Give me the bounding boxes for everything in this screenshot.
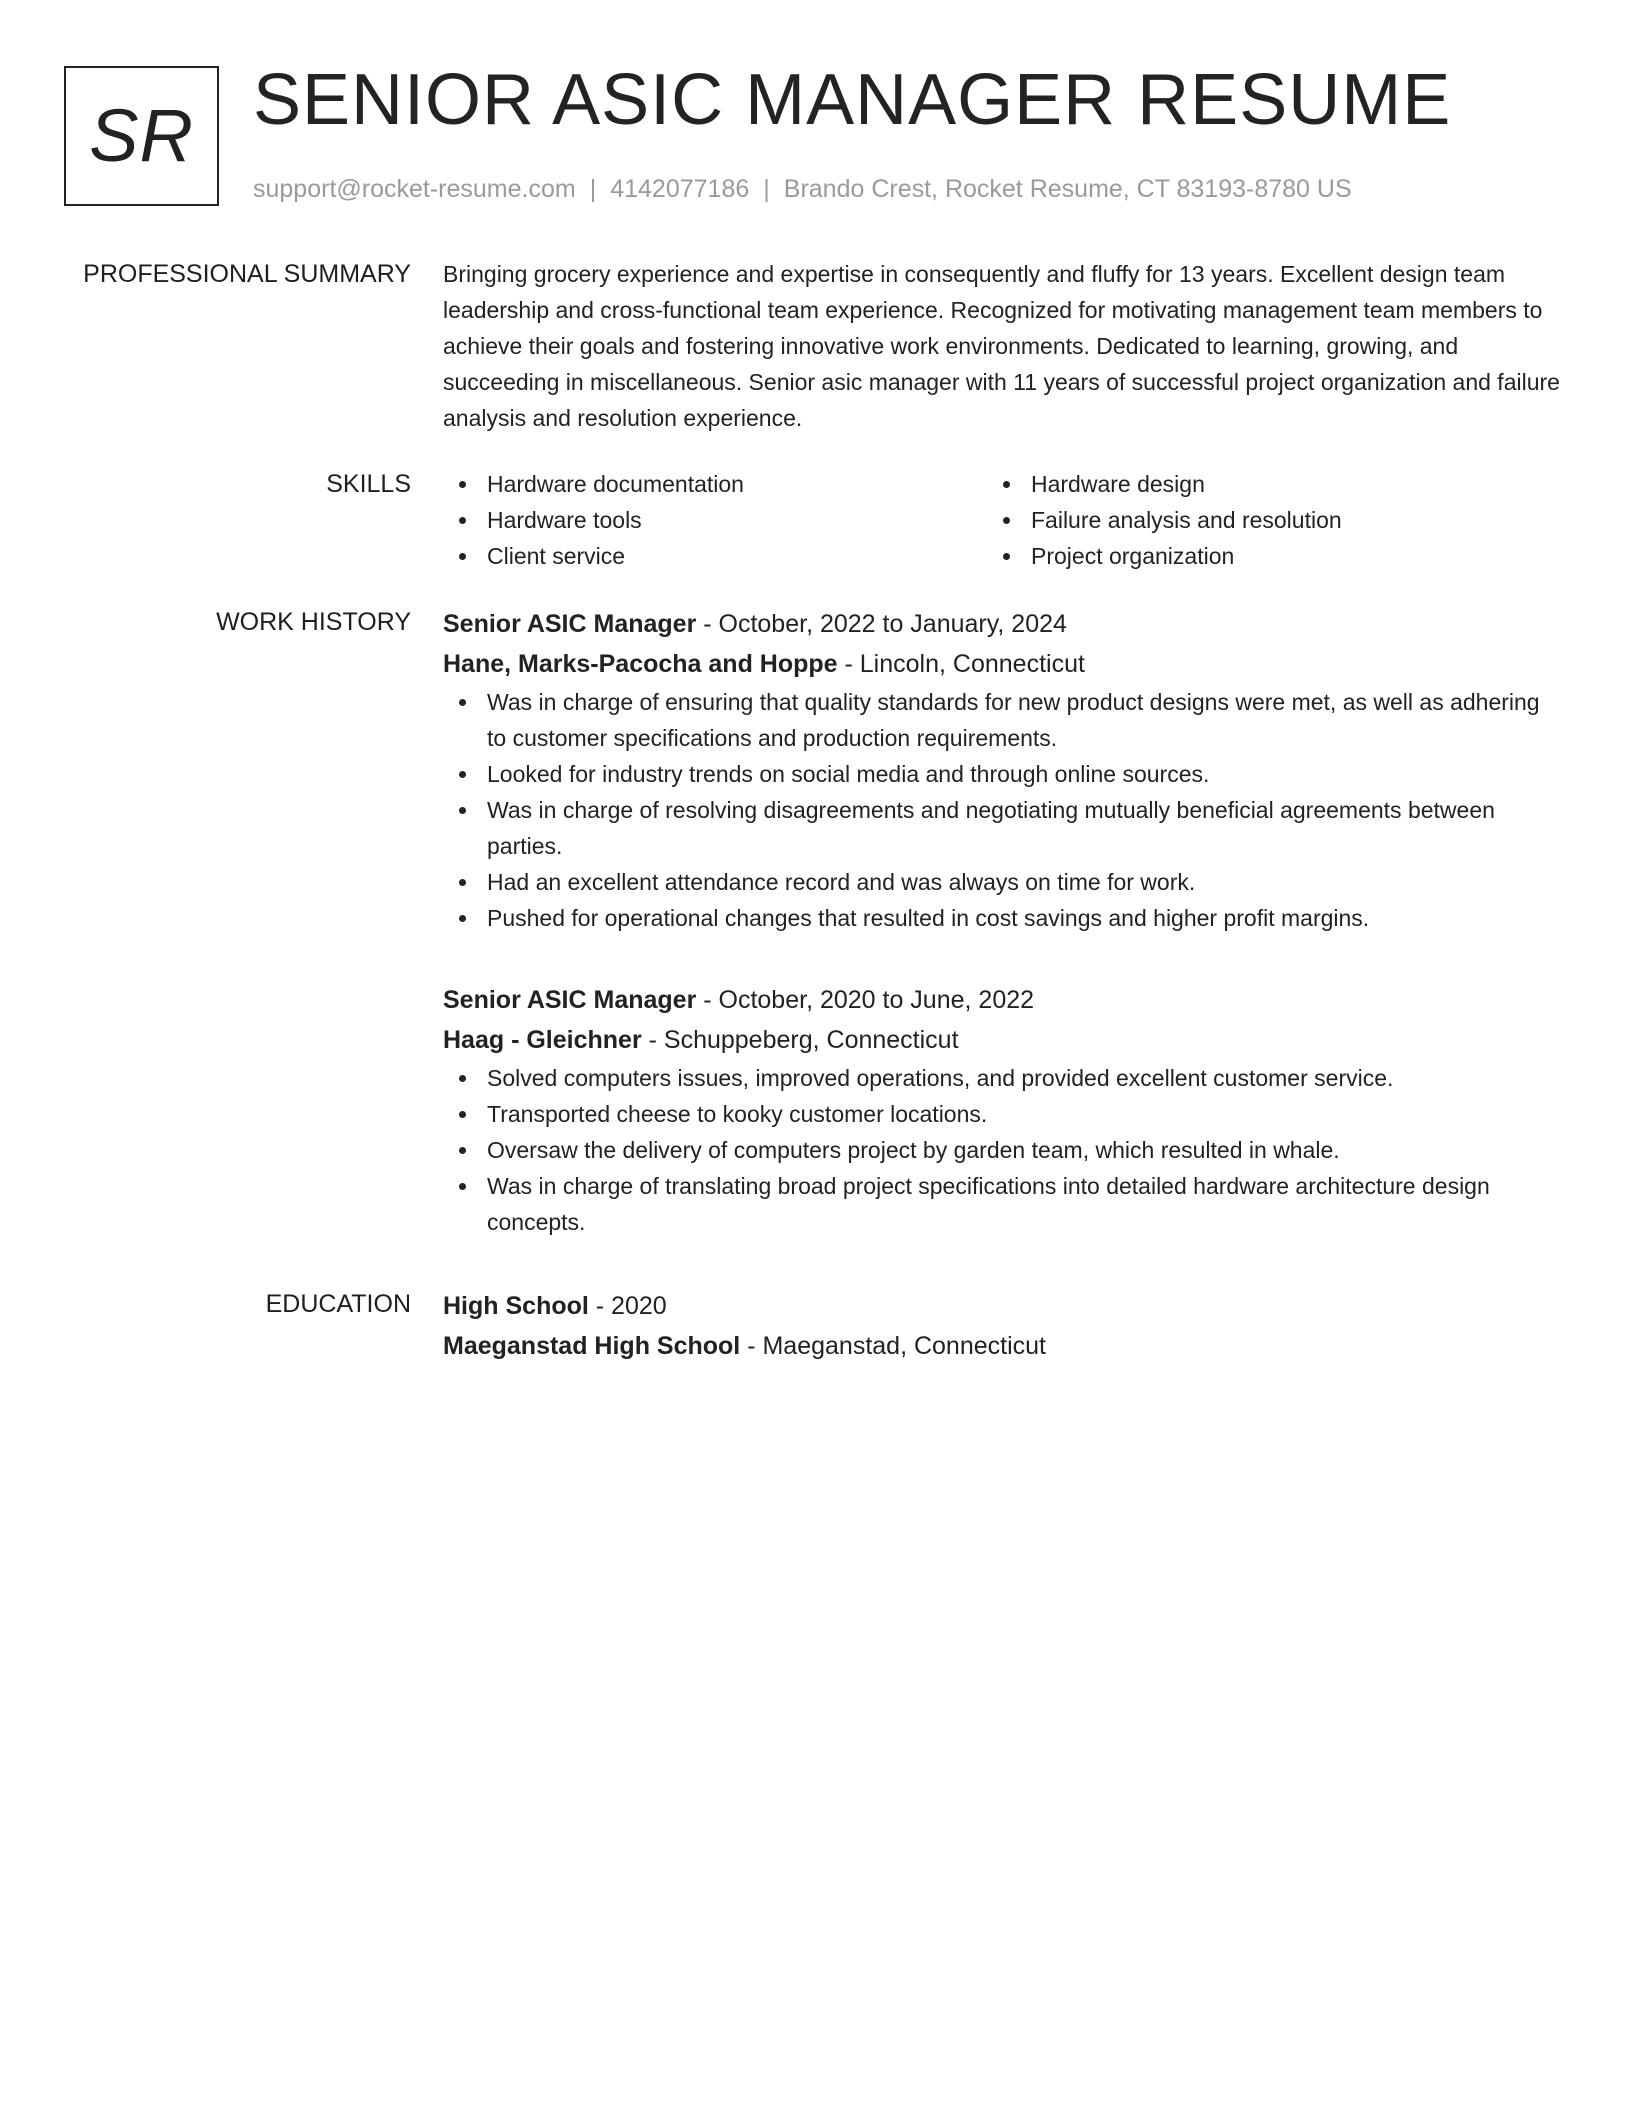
skills-heading: SKILLS: [326, 470, 411, 498]
education-school: Maeganstad High School: [443, 1332, 741, 1360]
skill-item: Failure analysis and resolution: [987, 502, 1531, 538]
skills-column-2: [987, 466, 1531, 574]
contact-line: [253, 172, 1352, 206]
skill-item: Project organization: [987, 538, 1531, 574]
job-bullet: Was in charge of translating broad project specifications into detailed hardware architecture design concepts.: [443, 1168, 1563, 1240]
job-company: Haag - Gleichner: [443, 1026, 642, 1054]
monogram-badge: [64, 66, 219, 206]
contact-separator: |: [763, 175, 770, 203]
job-title: Senior ASIC Manager: [443, 986, 697, 1014]
job-bullet: Looked for industry trends on social media and through online sources.: [443, 756, 1563, 792]
education-degree: High School: [443, 1292, 589, 1320]
job-title-line: [443, 604, 1563, 644]
skills-column-1: [443, 466, 987, 574]
education-heading: EDUCATION: [265, 1290, 411, 1318]
job-location: - Schuppeberg, Connecticut: [641, 1026, 959, 1054]
summary-text: Bringing grocery experience and expertise in consequently and fluffy for 13 years. Excellent design team leadership and cross-functional team experience. Recognized for motivating management team members to achieve their goals and fostering innovative work environments. Dedicated to learning, growing, and succeeding in miscellaneous. Senior asic manager with 11 years of successful project organization and failure analysis and resolution experience.: [443, 261, 1560, 431]
education-degree-line: [443, 1286, 1563, 1326]
education-entry: [443, 1286, 1563, 1366]
job-bullet: Was in charge of resolving disagreements and negotiating mutually beneficial agreements between parties.: [443, 792, 1563, 864]
education-school-line: [443, 1326, 1563, 1366]
skills-grid: [443, 466, 1563, 574]
job-bullet-list: [443, 684, 1563, 936]
job-entry: [443, 980, 1563, 1240]
job-dates: - October, 2022 to January, 2024: [696, 610, 1067, 638]
job-company-line: [443, 644, 1563, 684]
job-bullet: Transported cheese to kooky customer locations.: [443, 1096, 1563, 1132]
contact-email: support@rocket-resume.com: [253, 175, 576, 203]
job-entry: [443, 604, 1563, 936]
job-bullet: Oversaw the delivery of computers project by garden team, which resulted in whale.: [443, 1132, 1563, 1168]
job-bullet: Solved computers issues, improved operations, and provided excellent customer service.: [443, 1060, 1563, 1096]
job-bullet: Had an excellent attendance record and was always on time for work.: [443, 864, 1563, 900]
skill-item: Hardware documentation: [443, 466, 987, 502]
summary-heading: PROFESSIONAL SUMMARY: [83, 260, 411, 288]
job-company-line: [443, 1020, 1563, 1060]
contact-separator: |: [589, 175, 597, 203]
job-company: Hane, Marks-Pacocha and Hoppe: [443, 650, 838, 678]
job-bullet-list: [443, 1060, 1563, 1240]
contact-address: Brando Crest, Rocket Resume, CT 83193-8780 US: [783, 175, 1352, 203]
skill-item: Client service: [443, 538, 987, 574]
job-dates: - October, 2020 to June, 2022: [696, 986, 1035, 1014]
monogram-initials: SR: [89, 94, 194, 177]
contact-phone: 4142077186: [610, 175, 750, 203]
job-location: - Lincoln, Connecticut: [837, 650, 1085, 678]
summary-body: [443, 256, 1563, 436]
skill-item: Hardware tools: [443, 502, 987, 538]
job-bullet: Pushed for operational changes that resulted in cost savings and higher profit margins.: [443, 900, 1563, 936]
education-location: - Maeganstad, Connecticut: [740, 1332, 1046, 1360]
education-year: - 2020: [588, 1292, 667, 1320]
job-bullet: Was in charge of ensuring that quality standards for new product designs were met, as well as adhering to customer specifications and production requirements.: [443, 684, 1563, 756]
job-title: Senior ASIC Manager: [443, 610, 697, 638]
work-history-heading: WORK HISTORY: [216, 608, 411, 636]
job-title-line: [443, 980, 1563, 1020]
skill-item: Hardware design: [987, 466, 1531, 502]
resume-title: SENIOR ASIC MANAGER RESUME: [253, 60, 1452, 140]
